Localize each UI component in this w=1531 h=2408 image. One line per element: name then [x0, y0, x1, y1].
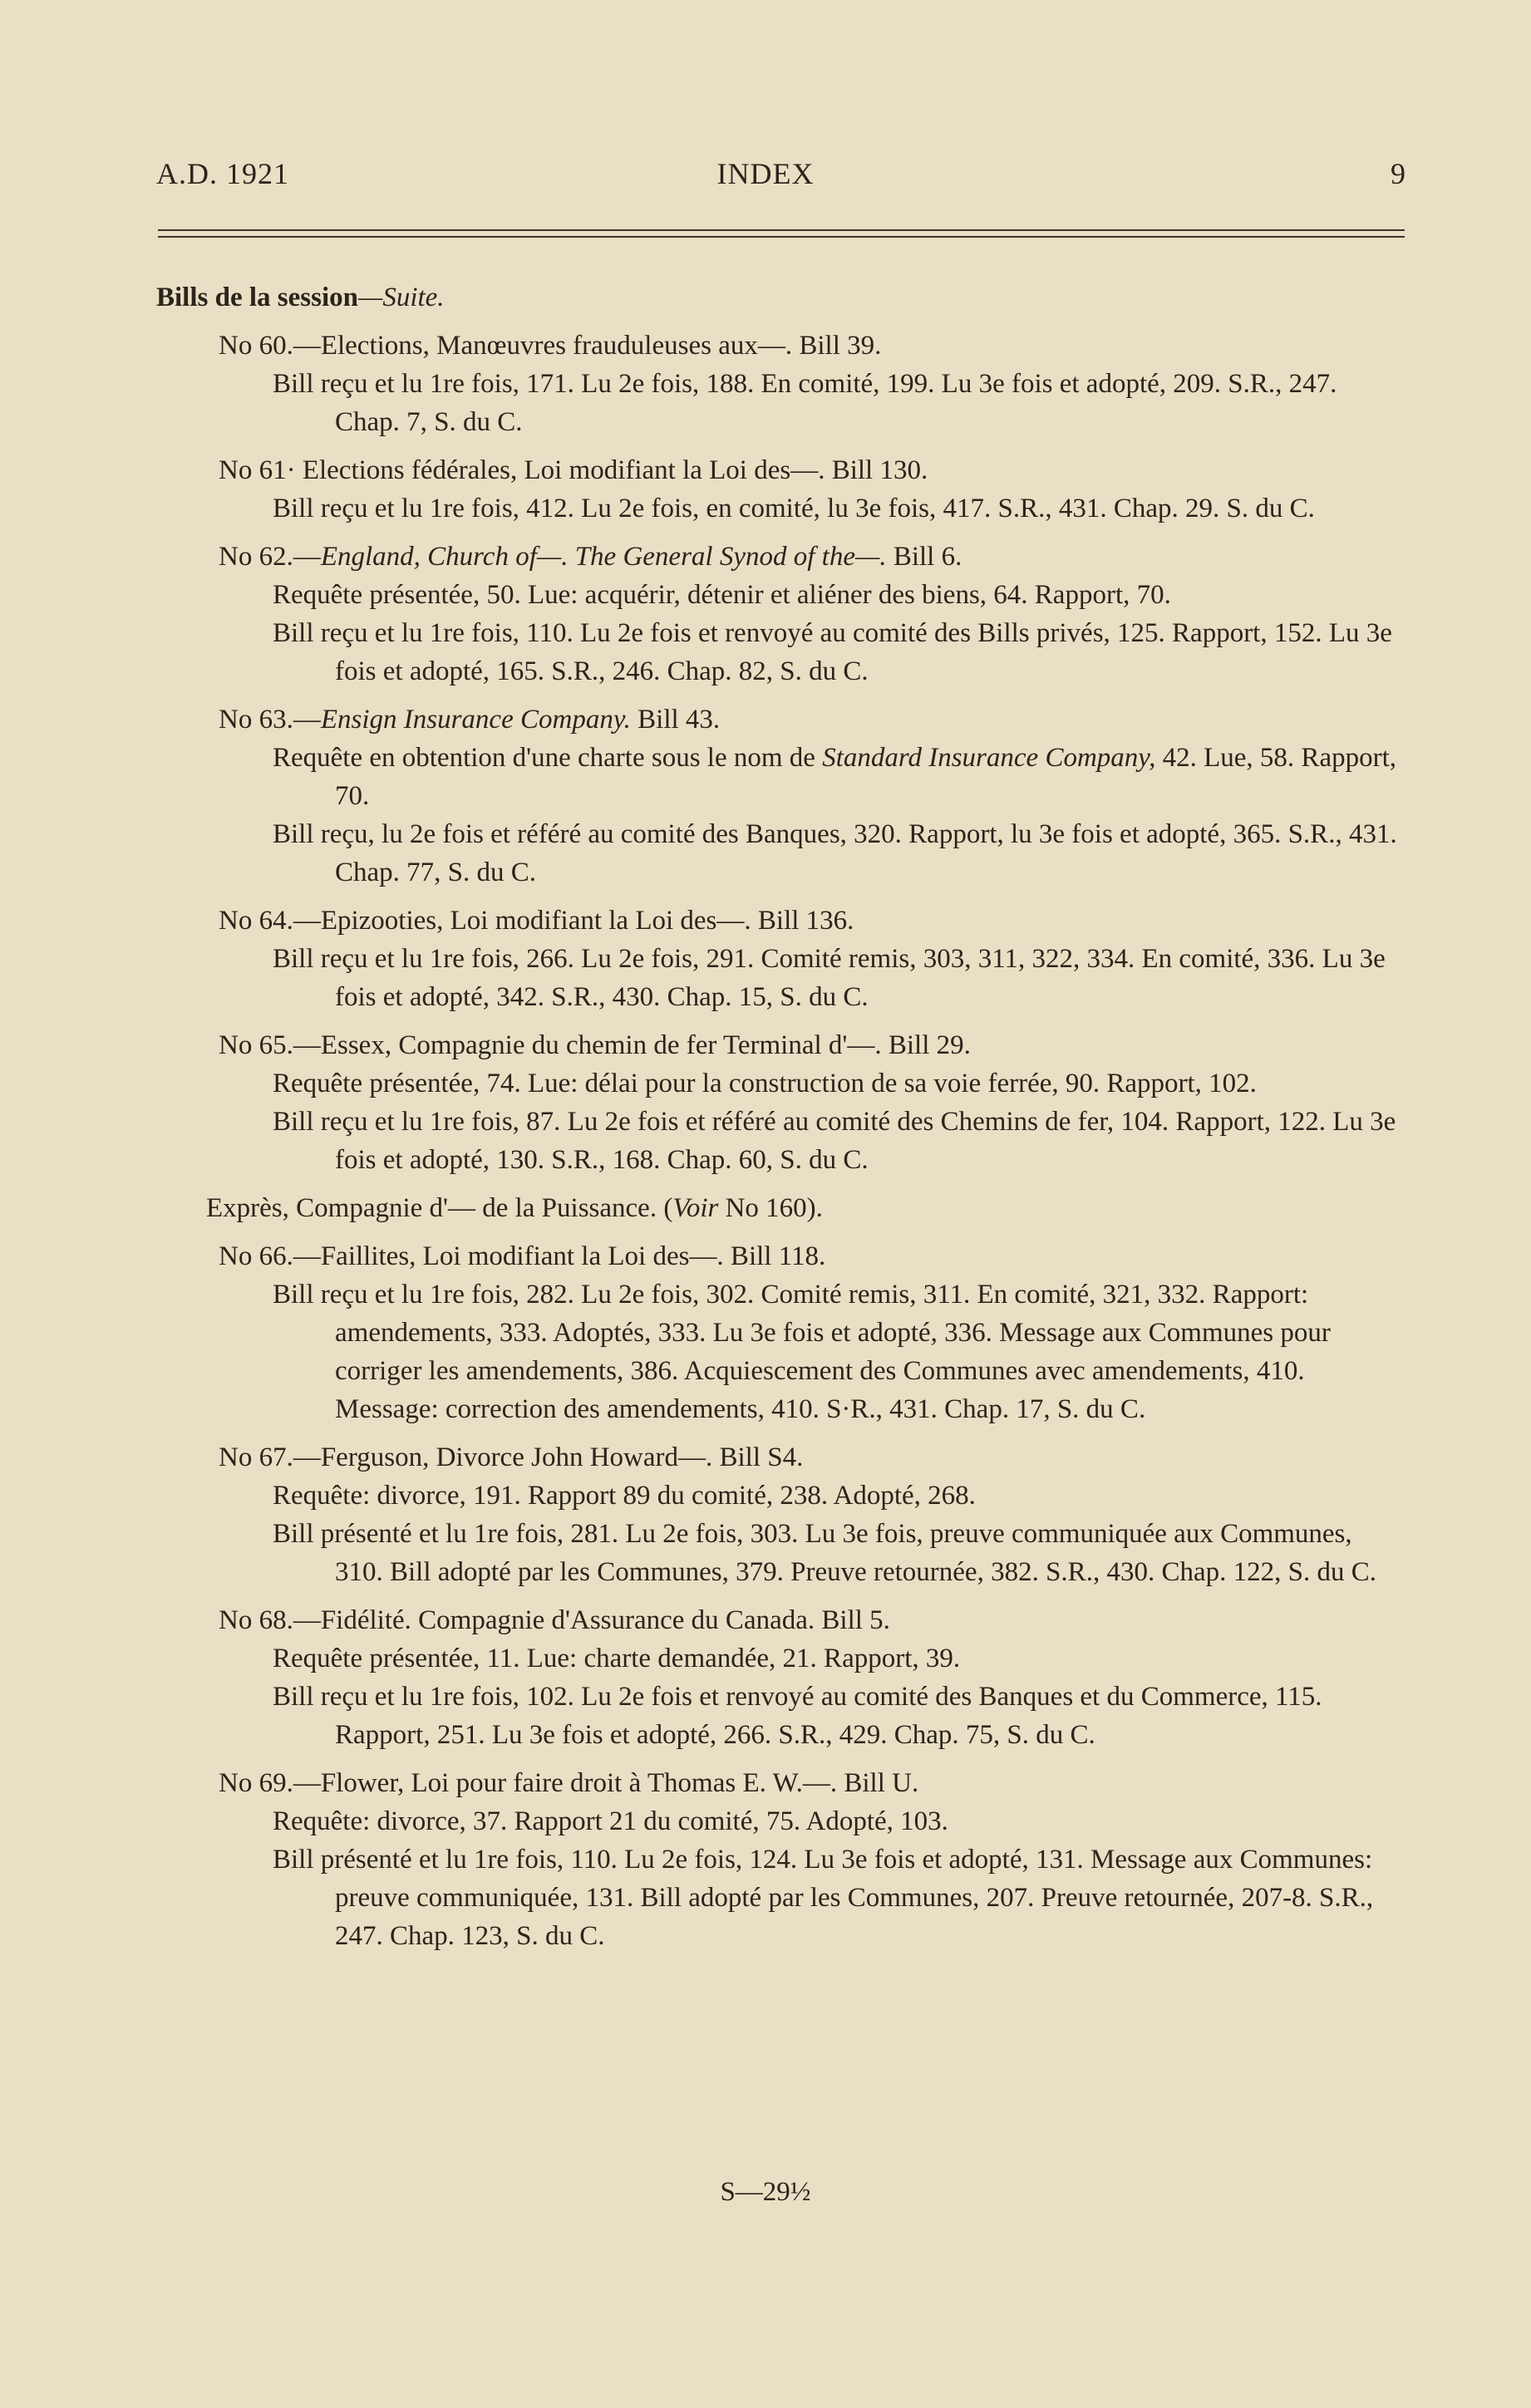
entry-line: Bill reçu et lu 1re fois, 102. Lu 2e fois et renvoyé au comité des Banques et du Commerce, 115. Rapport, 251. Lu 3e fois et adopté, 266. S.R., 429. Chap. 75, S. du C.: [273, 1682, 1322, 1750]
section-title: Bills de la session—Suite.: [156, 283, 445, 312]
index-entry: [156, 700, 1403, 892]
entry-heading: No 67.—Ferguson, Divorce John Howard—. Bill S4.: [219, 1442, 804, 1472]
page-number: 9: [1391, 157, 1406, 190]
index-entry: [156, 1026, 1403, 1179]
entry-line: Bill présenté et lu 1re fois, 110. Lu 2e fois, 124. Lu 3e fois et adopté, 131. Message aux Communes: preuve communiquée, 131. Bill adopté par les Communes, 207. Preuve retournée, 207-8. S.R., 247. Chap. 123, S. du C.: [273, 1845, 1374, 1951]
entry-heading: No 66.—Faillites, Loi modifiant la Loi des—. Bill 118.: [219, 1241, 826, 1271]
entry-heading: No 61· Elections fédérales, Loi modifiant la Loi des—. Bill 130.: [219, 455, 928, 485]
header-rule-bottom: [158, 236, 1405, 238]
entry-heading: No 68.—Fidélité. Compagnie d'Assurance du Canada. Bill 5.: [219, 1605, 890, 1635]
entry-heading: No 64.—Epizooties, Loi modifiant la Loi des—. Bill 136.: [219, 906, 854, 936]
entry-heading: No 69.—Flower, Loi pour faire droit à Thomas E. W.—. Bill U.: [219, 1768, 919, 1798]
entry-line: Requête présentée, 50. Lue: acquérir, détenir et aliéner des biens, 64. Rapport, 70.: [273, 580, 1171, 610]
entry-line: Requête: divorce, 37. Rapport 21 du comité, 75. Adopté, 103.: [273, 1806, 948, 1836]
entry-line: Requête en obtention d'une charte sous le nom de Standard Insurance Company, 42. Lue, 58. Rapport, 70.: [273, 743, 1396, 811]
index-entry: [156, 902, 1403, 1016]
entry-line: Bill reçu et lu 1re fois, 87. Lu 2e fois et référé au comité des Chemins de fer, 104. Rapport, 122. Lu 3e fois et adopté, 130. S.R., 168. Chap. 60, S. du C.: [273, 1107, 1396, 1175]
entry-line: Requête: divorce, 191. Rapport 89 du comité, 238. Adopté, 268.: [273, 1481, 976, 1511]
index-entry: [156, 538, 1403, 690]
entry-line: Requête présentée, 74. Lue: délai pour la construction de sa voie ferrée, 90. Rapport, 102.: [273, 1069, 1257, 1098]
entry-heading: No 63.—Ensign Insurance Company. Bill 43.: [219, 705, 721, 735]
index-entry: [156, 1764, 1403, 1955]
index-entry: [156, 1438, 1403, 1591]
index-entry: [156, 451, 1403, 528]
entry-heading: No 65.—Essex, Compagnie du chemin de fer Terminal d'—. Bill 29.: [219, 1030, 971, 1060]
entry-line: Bill reçu, lu 2e fois et référé au comité des Banques, 320. Rapport, lu 3e fois et adopté, 365. S.R., 431. Chap. 77, S. du C.: [273, 819, 1397, 887]
header-rule-top: [158, 229, 1405, 231]
header-title: INDEX: [716, 157, 815, 190]
cross-reference-note: Exprès, Compagnie d'— de la Puissance. (Voir No 160).: [206, 1193, 823, 1223]
signature-mark: S—29½: [720, 2177, 811, 2207]
entry-line: Bill reçu et lu 1re fois, 266. Lu 2e fois, 291. Comité remis, 303, 311, 322, 334. En comité, 336. Lu 3e fois et adopté, 342. S.R., 430. Chap. 15, S. du C.: [273, 944, 1386, 1012]
entry-line: Bill reçu et lu 1re fois, 171. Lu 2e fois, 188. En comité, 199. Lu 3e fois et adopté, 209. S.R., 247. Chap. 7, S. du C.: [273, 369, 1337, 437]
index-entry: [156, 1601, 1403, 1754]
header-year: A.D. 1921: [156, 157, 289, 190]
entry-line: Bill reçu et lu 1re fois, 412. Lu 2e fois, en comité, lu 3e fois, 417. S.R., 431. Chap. 29. S. du C.: [273, 494, 1315, 523]
index-entry: [156, 1237, 1403, 1428]
entry-heading: No 62.—England, Church of—. The General Synod of the—. Bill 6.: [219, 542, 962, 572]
entry-heading: No 60.—Elections, Manœuvres frauduleuses aux—. Bill 39.: [219, 331, 882, 361]
index-content: [156, 278, 1403, 1955]
entry-line: Bill présenté et lu 1re fois, 281. Lu 2e fois, 303. Lu 3e fois, preuve communiquée aux Communes, 310. Bill adopté par les Communes, 379. Preuve retournée, 382. S.R., 430. Chap. 122, S. du C.: [273, 1519, 1376, 1587]
entry-line: Bill reçu et lu 1re fois, 282. Lu 2e fois, 302. Comité remis, 311. En comité, 321, 332. Rapport: amendements, 333. Adoptés, 333. Lu 3e fois et adopté, 336. Message aux Communes pour corriger les amendements, 386. Acquiescement des Communes avec amendements, 410. Message: correction des amendements, 410. S·R., 431. Chap. 17, S. du C.: [273, 1280, 1331, 1424]
section-suite: —Suite.: [357, 283, 445, 312]
index-entry: [156, 327, 1403, 441]
entry-line: Bill reçu et lu 1re fois, 110. Lu 2e fois et renvoyé au comité des Bills privés, 125. Rapport, 152. Lu 3e fois et adopté, 165. S.R., 246. Chap. 82, S. du C.: [273, 618, 1392, 686]
entry-line: Requête présentée, 11. Lue: charte demandée, 21. Rapport, 39.: [273, 1644, 961, 1673]
